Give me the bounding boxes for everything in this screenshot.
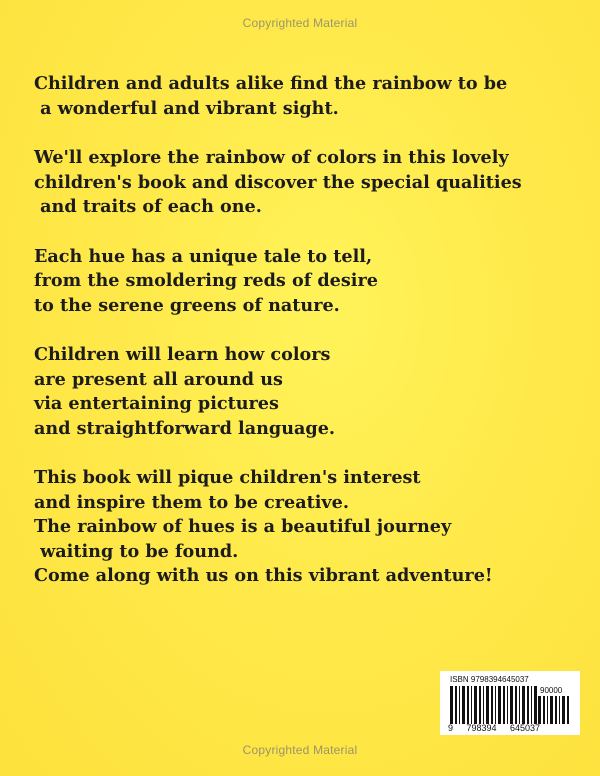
isbn-digits [448, 723, 540, 733]
copyright-watermark-bottom: Copyrighted Material [242, 743, 358, 757]
blurb-paragraph-5 [34, 466, 574, 589]
barcode-bar [479, 686, 481, 724]
barcode-bar [547, 696, 548, 724]
barcode-bar [498, 686, 501, 724]
barcode-bar [474, 686, 477, 724]
isbn-digit-group: 645037 [509, 723, 540, 733]
price-code: 90000 [540, 686, 563, 695]
barcode-bar [459, 686, 460, 724]
blurb-line: Children and adults alike find the rainbow to be [34, 73, 508, 94]
copyright-watermark-top: Copyrighted Material [242, 16, 358, 30]
barcode-bar [567, 696, 569, 724]
barcode-bar [471, 686, 472, 724]
barcode-bar [507, 686, 508, 724]
blurb-line: We'll explore the rainbow of colors in this lovely [34, 147, 509, 168]
blurb-line: This book will pique children's interest [34, 467, 421, 488]
blurb-line: from the smoldering reds of desire [34, 270, 378, 291]
blurb-line: to the serene greens of nature. [34, 294, 340, 316]
ean-barcode-bars [450, 686, 540, 724]
barcode-bar [483, 686, 484, 724]
barcode-bar [467, 686, 469, 724]
isbn-barcode [440, 671, 580, 735]
price-addon-bars [538, 696, 570, 724]
barcode-bar [522, 686, 525, 724]
barcode-bar [455, 686, 457, 724]
barcode-bar [534, 686, 537, 724]
back-cover-blurb [34, 72, 574, 614]
blurb-line: Children will learn how colors [34, 344, 331, 365]
barcode-bar [510, 686, 513, 724]
barcode-bar [495, 686, 496, 724]
isbn-digit-group: 798394 [466, 723, 497, 733]
isbn-label: ISBN 9798394645037 [450, 675, 529, 684]
isbn-digit-group: 9 [448, 723, 454, 733]
blurb-line: and straightforward language. [34, 417, 336, 439]
barcode-bar [519, 686, 520, 724]
blurb-line: Come along with us on this vibrant adventure! [34, 565, 493, 586]
barcode-bar [486, 686, 489, 724]
barcode-bar [555, 696, 557, 724]
barcode-bar [462, 686, 465, 724]
blurb-line: Each hue has a unique tale to tell, [34, 245, 373, 267]
blurb-line: and traits of each one. [34, 196, 262, 217]
blurb-line: a wonderful and vibrant sight. [34, 97, 339, 119]
barcode-bar [491, 686, 493, 724]
blurb-line: waiting to be found. [34, 540, 239, 562]
barcode-bar [550, 696, 553, 724]
blurb-paragraph-3 [34, 245, 574, 319]
blurb-paragraph-2 [34, 146, 574, 220]
barcode-bar [531, 686, 532, 724]
blurb-line: children's book and discover the special qualities [34, 171, 522, 193]
barcode-bar [559, 696, 560, 724]
barcode-bar [503, 686, 505, 724]
barcode-bar [450, 686, 453, 724]
barcode-bar [562, 696, 565, 724]
blurb-line: The rainbow of hues is a beautiful journey [34, 516, 452, 537]
barcode-bar [527, 686, 529, 724]
blurb-paragraph-4 [34, 343, 574, 441]
barcode-bar [538, 696, 541, 724]
barcode-bar [543, 696, 545, 724]
blurb-paragraph-1 [34, 72, 574, 121]
barcode-bar [515, 686, 517, 724]
blurb-line: and inspire them to be creative. [34, 491, 349, 513]
blurb-line: via entertaining pictures [34, 393, 279, 414]
blurb-line: are present all around us [34, 368, 283, 390]
